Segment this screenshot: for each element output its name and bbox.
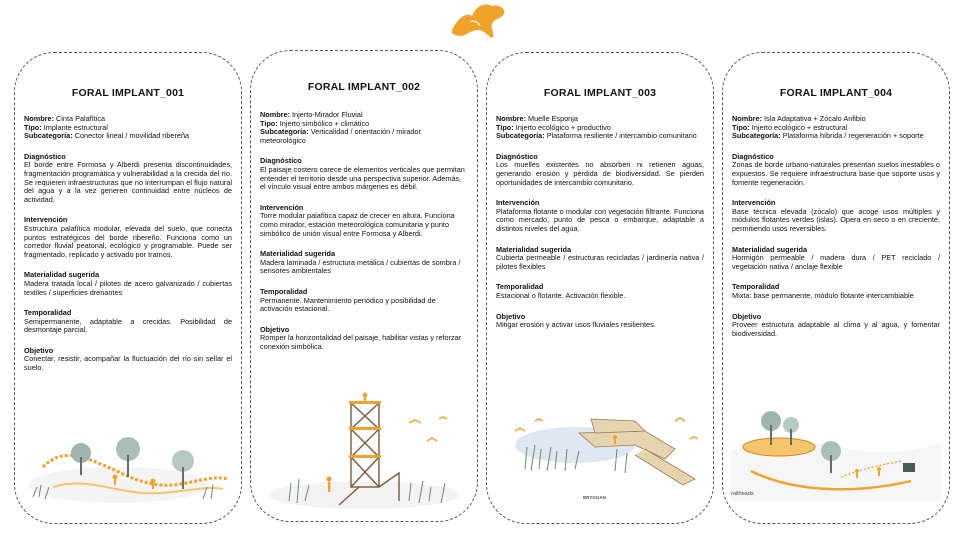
tipo-row: Tipo: Injerto ecológico + estructural [732,122,848,132]
boardwalk-illustration [23,427,233,509]
materialidad-section: Materialidad sugerida Cubierta permeable / estructuras recicladas / jardinería nativa / pilotes flexibles [496,244,704,271]
implant-card-003 [486,52,714,524]
card-content [24,115,232,373]
tipo-row: Tipo: Implante estructural [24,122,108,132]
subcategoria-row: Subcategoría: Verticalidad / orientación / mirador meteorológico [260,127,422,145]
diagnostico-section: Diagnóstico Zonas de borde urbano-naturales presentan suelos inestables o expuestos. Se requiere infraestructura base que soporte usos y fomente regeneración. [732,151,940,187]
card-title: FORAL IMPLANT_003 [543,87,657,99]
implant-card-002 [250,50,478,522]
tipo-row: Tipo: Injerto simbólico + climático [260,118,370,128]
island-illustration [731,391,941,501]
logo-icon [448,0,510,42]
card-content [496,115,704,330]
nombre-row: Nombre: Cinta Palafítica [24,114,106,123]
objetivo-section: Objetivo Conectar, resistir, acompañar la fluctuación del río sin sellar el suelo. [24,345,232,373]
subcategoria-row: Subcategoría: Plataforma resiliente / intercambio comunitario [496,131,697,141]
objetivo-section: Objetivo Romper la horizontalidad del paisaje, habilitar vistas y reforzar conexión simbólica. [260,324,462,351]
card-title: FORAL IMPLANT_001 [71,87,185,99]
illustration-caption: BRYGGAN [583,495,606,500]
card-title: FORAL IMPLANT_002 [307,81,421,93]
temporalidad-section: Temporalidad Mixta: base permanente, módulo flotante intercambiable [732,282,914,300]
nombre-row: Nombre: Isla Adaptativa + Zócalo Anfibio [732,114,866,123]
materialidad-section: Materialidad sugerida Hormigón permeable / madera dura / PET reciclado / vegetación nativa / anclaje flexible [732,244,940,271]
implant-card-004 [722,52,950,524]
illustration-caption: railheads [731,491,754,497]
temporalidad-section: Temporalidad Estacional o flotante. Activación flexible. [496,282,626,300]
intervencion-section: Intervención Base técnica elevada (zócalo) que acoge usos múltiples y módulos flotantes verdes (islas). Opera en seco o en creciente, permitiendo usos reversibles. [732,198,940,233]
objetivo-section: Objetivo Mitigar erosión y activar usos fluviales resilientes. [496,311,656,330]
diagnostico-section: Diagnóstico Los muelles existentes no absorben ni retienen aguas, generando erosión y pérdida de biodiversidad. Se pierden oportunidades de intercambio comunitario. [496,151,704,187]
diagnostico-section: Diagnóstico El paisaje costero carece de elementos verticales que permitan entender el territorio desde una perspectiva superior. Además, el vínculo visual entre ambos márgenes es débil. [260,156,465,192]
card-title: FORAL IMPLANT_004 [779,87,893,99]
materialidad-section: Materialidad sugerida Madera laminada / estructura metálica / cubiertas de sombra / sensores ambientales [260,249,461,276]
intervencion-section: Intervención Plataforma flotante o modular con vegetación filtrante. Funciona como mercado, punto de pesca o embarque, adaptable a distintos niveles del agua. [496,198,704,233]
card-content [732,115,940,338]
objetivo-section: Objetivo Proveer estructura adaptable al clima y al agua, y fomentar biodiversidad. [732,311,940,338]
temporalidad-section: Temporalidad Semipermanente, adaptable a crecidas. Posibilidad de desmontaje parcial. [24,308,232,335]
tower-illustration [259,383,469,513]
nombre-row: Nombre: Muelle Esponja [496,114,578,123]
card-content [260,111,468,351]
nombre-row: Nombre: Injerto-Mirador Fluvial [260,110,363,119]
intervencion-section: Intervención Estructura palafítica modular, elevada del suelo, que conecta puntos estratégicos del borde ribereño. Funciona como un corredor fluvial peatonal, ecológico y programable. Puede ser fragmentado, replicado y activado por tramos. [24,215,232,259]
implant-card-001 [14,52,242,524]
materialidad-section: Materialidad sugerida Madera tratada local / pilotes de acero galvanizado / cubiertas textiles / superficies drenantes [24,270,232,297]
temporalidad-section: Temporalidad Permanente. Mantenimiento periódico y posibilidad de activación estacional. [260,286,436,314]
tipo-row: Tipo: Injerto ecológico + productivo [496,122,611,132]
subcategoria-row: Subcategoría: Conector lineal / movilidad ribereña [24,131,190,141]
subcategoria-row: Subcategoría: Plataforma híbrida / regeneración + soporte [732,131,924,141]
intervencion-section: Intervención Torre modular palafítica capaz de crecer en altura. Funciona como mirador, estación meteorológica comunitaria y punto simbólico de unión visual entre Formosa y Alberdi. [260,202,455,238]
pier-illustration [495,409,705,495]
diagnostico-section: Diagnóstico El borde entre Formosa y Alberdi presenta discontinuidades, fragmentación programática y vulnerabilidad a la crecida del río. Se requieren infraestructuras que no interrumpan el flujo natural del agua y a la vez generen continuidad entre núcleos de actividad. [24,151,232,204]
